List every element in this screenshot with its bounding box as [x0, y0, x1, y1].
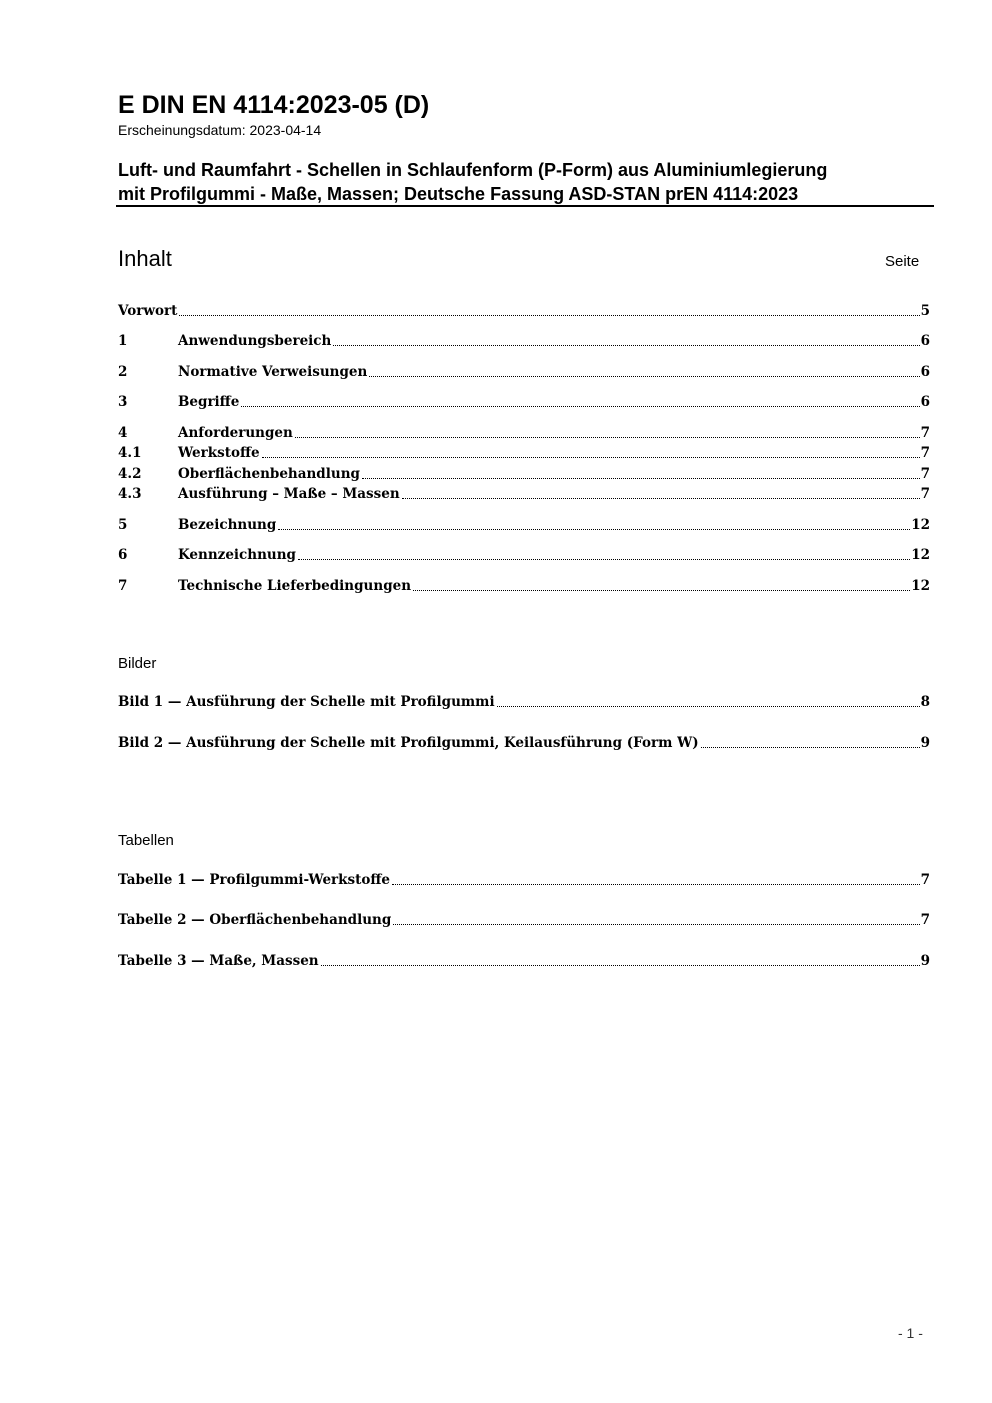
toc-leader: [362, 478, 920, 479]
toc-entry-page: 12: [911, 578, 930, 594]
document-title-line-1: Luft- und Raumfahrt - Schellen in Schlaufenform (P-Form) aus Aluminiumlegierung: [118, 160, 828, 180]
toc-leader: [701, 747, 920, 748]
toc-entry-title: Technische Lieferbedingungen: [178, 578, 412, 594]
toc-leader: [241, 406, 919, 407]
tables-heading: Tabellen: [118, 832, 174, 849]
toc-entry-6[interactable]: [118, 546, 930, 565]
figure-entry-page: 9: [920, 735, 930, 751]
page-number: - 1 -: [898, 1325, 923, 1341]
toc-leader: [262, 457, 920, 458]
table-entry-1[interactable]: [118, 871, 930, 890]
toc-entry-title: Kennzeichnung: [178, 547, 296, 563]
toc-entry-number: 7: [118, 578, 128, 594]
toc-entry-page: 6: [920, 364, 930, 380]
figure-entry-page: 8: [920, 694, 930, 710]
toc-leader: [402, 498, 920, 499]
toc-entry-title: Anforderungen: [178, 425, 293, 441]
toc-entry-2[interactable]: [118, 363, 930, 382]
toc-entry-4-1[interactable]: [118, 444, 930, 463]
document-title: [118, 158, 934, 206]
document-title-line-2: mit Profilgummi - Maße, Massen; Deutsche Fassung ASD-STAN prEN 4114:2023: [118, 184, 799, 204]
toc-leader: [393, 924, 919, 925]
toc-leader: [369, 376, 919, 377]
toc-leader: [497, 706, 920, 707]
toc-entry-page: 12: [911, 547, 930, 563]
toc-entry-number: 4.2: [118, 466, 142, 482]
toc-entry-page: 7: [920, 445, 930, 461]
toc-entry-page: 7: [920, 466, 930, 482]
toc-entry-title: Werkstoffe: [178, 445, 260, 461]
toc-entry-number: 4.3: [118, 486, 142, 502]
toc-leader: [179, 315, 919, 316]
toc-leader: [392, 884, 920, 885]
toc-entry-page: 6: [920, 394, 930, 410]
figure-entry-2[interactable]: [118, 734, 930, 753]
toc-entry-number: 3: [118, 394, 128, 410]
toc-entry-title: Vorwort: [118, 303, 178, 319]
title-divider: [116, 205, 934, 207]
toc-leader: [333, 345, 919, 346]
publication-date: Erscheinungsdatum: 2023-04-14: [118, 122, 322, 138]
toc-leader: [295, 437, 920, 438]
figure-entry-title: Bild 2 — Ausführung der Schelle mit Profilgummi, Keilausführung (Form W): [118, 735, 699, 751]
table-entry-3[interactable]: [118, 952, 930, 971]
toc-entry-number: 2: [118, 364, 128, 380]
toc-entry-number: 1: [118, 333, 128, 349]
toc-leader: [278, 529, 910, 530]
toc-entry-title: Anwendungsbereich: [178, 333, 332, 349]
table-entry-title: Tabelle 1 — Profilgummi-Werkstoffe: [118, 872, 391, 888]
figures-heading: Bilder: [118, 655, 157, 672]
toc-entry-title: Oberflächenbehandlung: [178, 466, 360, 482]
toc-entry-title: Begriffe: [178, 394, 240, 410]
table-entry-page: 7: [920, 912, 930, 928]
toc-leader: [413, 590, 910, 591]
toc-entry-title: Bezeichnung: [178, 517, 277, 533]
toc-entry-4-3[interactable]: [118, 485, 930, 504]
table-entry-title: Tabelle 3 — Maße, Massen: [118, 953, 319, 969]
toc-entry-4-2[interactable]: [118, 465, 930, 484]
toc-entry-vorwort[interactable]: [118, 302, 930, 321]
toc-heading: Inhalt: [118, 246, 172, 271]
document-id: E DIN EN 4114:2023-05 (D): [118, 91, 430, 119]
page-column-label: Seite: [885, 253, 920, 270]
table-entry-title: Tabelle 2 — Oberflächenbehandlung: [118, 912, 392, 928]
figure-entry-title: Bild 1 — Ausführung der Schelle mit Profilgummi: [118, 694, 495, 710]
toc-entry-page: 12: [911, 517, 930, 533]
toc-entry-7[interactable]: [118, 577, 930, 596]
table-entry-page: 7: [920, 872, 930, 888]
table-entry-2[interactable]: [118, 911, 930, 930]
toc-entry-page: 5: [920, 303, 930, 319]
toc-leader: [321, 965, 920, 966]
toc-entry-1[interactable]: [118, 332, 930, 351]
table-entry-page: 9: [920, 953, 930, 969]
toc-entry-number: 5: [118, 517, 128, 533]
toc-entry-number: 4: [118, 425, 128, 441]
toc-entry-number: 4.1: [118, 445, 142, 461]
figure-entry-1[interactable]: [118, 693, 930, 712]
toc-entry-title: Ausführung – Maße – Massen: [178, 486, 400, 502]
toc-entry-page: 7: [920, 486, 930, 502]
toc-entry-title: Normative Verweisungen: [178, 364, 368, 380]
toc-entry-page: 6: [920, 333, 930, 349]
toc-entry-3[interactable]: [118, 393, 930, 412]
toc-entry-4[interactable]: [118, 424, 930, 443]
toc-entry-page: 7: [920, 425, 930, 441]
toc-entry-5[interactable]: [118, 516, 930, 535]
toc-leader: [298, 559, 910, 560]
toc-entry-number: 6: [118, 547, 128, 563]
